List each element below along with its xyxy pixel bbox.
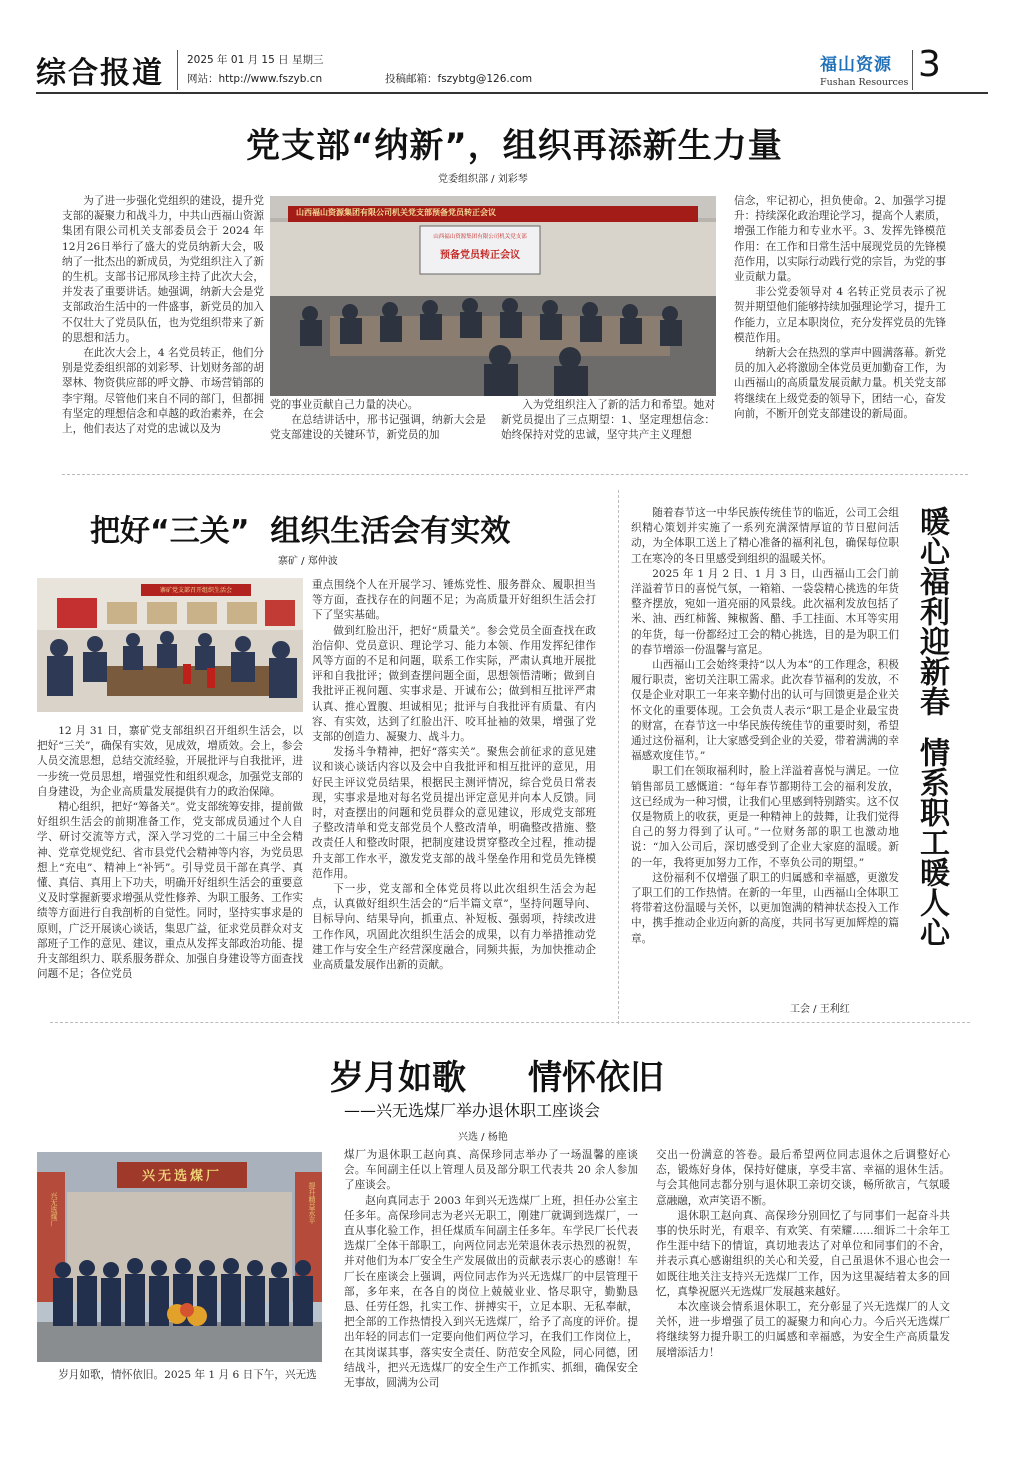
article1-title: 党支部“纳新”，组织再添新生力量 (246, 126, 783, 166)
article4-byline: 兴选 / 杨艳 (458, 1132, 508, 1143)
article3-body-cont (631, 704, 899, 974)
website-link[interactable]: 网站：http://www.fszyb.cn (187, 73, 323, 85)
article4-col3 (656, 1148, 950, 1388)
paragraph: 交出一份满意的答卷。最后希望两位同志退休之后调整好心态，锻炼好身体，保持好健康，享受丰富、幸福的退休生活。与会其他同志都分别与退休职工亲切交谈，畅所欲言，气氛暖意融融，欢声笑语不断。 (656, 1149, 950, 1207)
paragraph: 在此次大会上，4 名党员转正，他们分别是党委组织部的刘彩琴、计划财务部的胡翠林、物资供应部的呼文静、市场营销部的李宇翔。尽管他们来自不同的部门，但都拥有坚定的理想信念和卓越的政治素养，在会上，他们表达了对党的忠诚以及为 (62, 347, 264, 436)
article2-byline: 寨矿 / 郑仲波 (278, 556, 338, 567)
paragraph: 这份福利不仅增强了职工的归属感和幸福感，更激发了职工们的工作热情。在新的一年里，山西福山全体职工将带着这份温暖与关怀，以更加饱满的精神状态投入工作中，携手推动企业迈向新的高度，共同书写更加辉煌的篇章。 (631, 871, 899, 945)
photo-sign-text: 兴无选煤厂 (141, 1169, 222, 1184)
issue-date: 2025 年 01 月 15 日 星期三 (187, 54, 324, 66)
article3-body (631, 506, 899, 945)
brand-name-en: Fushan Resources (820, 77, 909, 88)
paragraph: 信念，牢记初心，担负使命。2、加强学习提升：持续深化政治理论学习，提高个人素质，增强工作能力和专业水平。3、发挥先锋模范作用：在工作和日常生活中展现党员的先锋模范作用，以实际行动践行党的宗旨，为党的事业贡献力量。 (734, 195, 946, 284)
article4-subtitle: ——兴无选煤厂举办退休职工座谈会 (344, 1101, 601, 1120)
article2-col2 (312, 578, 596, 1024)
article2-photo (37, 578, 303, 712)
paragraph: 随着春节这一中华民族传统佳节的临近，公司工会组织精心策划并实施了一系列充满深情厚谊的节日慰问活动，为全体职工送上了精心准备的福利礼包，确保每位职工在寒冷的冬日里感受到组织的温暖关怀。 (631, 507, 899, 565)
article1-col3 (501, 398, 715, 446)
photo-banner-text: 寨矿党支部召开组织生活会 (159, 587, 232, 594)
article2-col1 (37, 724, 303, 1024)
paragraph: 本次座谈会情系退休职工，充分彰显了兴无选煤厂的人文关怀，进一步增强了员工的凝聚力和向心力。今后兴无选煤厂将继续努力提升职工的归属感和幸福感，为安全生产高质量发展增添活力！ (656, 1301, 950, 1359)
article1-photo (270, 196, 716, 396)
header-rule (36, 92, 988, 94)
paragraph: 入为党组织注入了新的活力和希望。她对新党员提出了三点期望：1、坚定理想信念：始终保持对党的忠诚，坚守共产主义理想 (501, 399, 715, 442)
article4-photo (37, 1152, 322, 1362)
paragraph: 岁月如歌，情怀依旧。2025 年 1 月 6 日下午，兴无选 (58, 1369, 317, 1381)
paragraph: 发扬斗争精神，把好“落实关”。聚焦会前征求的意见建议和谈心谈话内容以及会中自我批评和相互批评的意见，用好民主评议党员结果，根据民主测评情况，综合党员日常表现，实事求是地对每名党员提出评定意见并向本人反馈。同时，对查摆出的问题和党员群众的意见建议，形成党支部班子整改清单和党支部党员个人整改清单，明确整改措施、整改责任人和整改时限，把制度建设贯穿整改全过程，推动提升支部工作水平，激发党支部的战斗堡垒作用和党员先锋模范作用。 (312, 746, 596, 880)
paragraph: 12 月 31 日，寨矿党支部组织召开组织生活会，以把好“三关”，确保有实效，见成效，增质效。会上，参会人员交流思想，总结交流经验，开展批评与自我批评，进一步统一党员思想，增强党性和组织观念，加强党支部的自身建设，为企业高质量发展提供有力的政治保障。 (37, 725, 303, 798)
article1-col2 (270, 398, 486, 446)
brand-logo (820, 50, 912, 90)
separator (50, 1022, 970, 1023)
photo-side-right: 提升精益水平 (308, 1182, 316, 1224)
paragraph: 职工们在领取福利时，脸上洋溢着喜悦与满足。一位销售部员工感慨道：“每年春节都期待工会的福利发放，这已经成为一种习惯，让我们心里感到特别踏实。这不仅仅是物质上的收获，更是一种精神上的鼓舞，让我们觉得自己的努力得到了认可。”一位财务部的职工也激动地说：“加入公司后，深切感受到了企业大家庭的温暖。新的一年，我将更加努力工作，不辜负公司的期望。” (631, 765, 899, 869)
article3-byline: 工会 / 王利红 (790, 1004, 850, 1015)
paragraph: 精心组织，把好“筹备关”。党支部统筹安排，提前做好组织生活会的前期准备工作，党支部成员通过个人自学、研讨交流等方式，深入学习党的二十届三中全会精神、党章党规党纪、省市县党代会精神等内容，为党员思想上“充电”、精神上“补钙”。引导党员干部在真学、真懂、真信、真用上下功夫，明确开好组织生活会的重要意义及时掌握新要求增强从党性修养、为职工服务、工作实绩等方面进行自我剖析的自觉性。同时，坚持实事求是的原则，广泛开展谈心谈话，集思广益，征求党员群众对支部班子工作的意见、建议，重点从发挥支部政治功能、提升支部组织力、联系服务群众、加强自身建设等方面查找问题不足；各位党员 (37, 801, 303, 981)
article1-byline: 党委组织部 / 刘彩琴 (438, 174, 528, 185)
paragraph: 做到红脸出汗，把好“质量关”。参会党员全面查找在政治信仰、党员意识、理论学习、能力本领、作用发挥纪律作风等方面的不足和问题，联系工作实际，严肃认真地开展批评和自我批评；做到查摆问题全面，思想领悟清晰；做到自我批评正视问题、实事求是、开诚布公；做到相互批评严肃认真、推心置腹、坦诚相见；批评与自我批评有质量、有内容、有实效，达到了红脸出汗、咬耳扯袖的效果，增强了党支部的创造力、凝聚力、战斗力。 (312, 624, 596, 744)
paragraph: 退休职工赵向真、高保珍分别回忆了与同事们一起奋斗共事的快乐时光，有艰辛、有欢笑、有荣耀……细诉二十余年工作生涯中结下的情谊，真切地表达了对单位和同事们的不舍，并表示真心感谢组织的关心和关爱，自己虽退休不退心也会一如既往地关注支持兴无选煤厂工作，因为这里凝结着太多的回忆，真挚祝愿兴无选煤厂发展越来越好。 (656, 1209, 950, 1298)
article3-title: 暖心福利迎新春 情系职工暖人心 (914, 506, 949, 947)
page-number: 3 (918, 44, 941, 85)
paragraph: 党的事业贡献自己力量的决心。 (270, 399, 419, 411)
article1-col1 (62, 194, 264, 444)
article4-title-b: 情怀依旧 (528, 1058, 664, 1098)
paragraph: 非公党委领导对 4 名转正党员表示了祝贺并期望他们能够持续加强理论学习，提升工作能力，立足本职岗位，充分发挥党员的先锋模范作用。 (734, 286, 946, 344)
article1-col4 (734, 194, 946, 446)
paragraph: 下一步，党支部和全体党员将以此次组织生活会为起点，认真做好组织生活会的“后半篇文章”，坚持问题导向、目标导向、结果导向，抓重点、补短板、强弱项，持续改进工作作风，巩固此次组织生活会的成果，以有力举措推动党建工作与安全生产经营深度融合，同频共振，为加快推动企业高质量发展作出新的贡献。 (312, 883, 596, 972)
separator (62, 474, 968, 475)
article2-title: 把好“三关” 组织生活会有实效 (90, 514, 511, 549)
column-divider (618, 490, 619, 1024)
paragraph: 在总结讲话中，邢书记强调，纳新大会是党支部建设的关键环节，新党员的加 (270, 414, 486, 442)
submission-email[interactable]: 投稿邮箱：fszybtg@126.com (385, 73, 533, 85)
paragraph: 山西福山工会始终秉持“以人为本”的工作理念，积极履行职责，密切关注职工需求。此次春节福利的发放，不仅是企业对职工一年来辛勤付出的认可与回馈更是企业关怀文化的重要体现。工会负责人表示“职工是企业最宝贵的财富，在春节这一中华民族传统佳节的重要时刻，希望通过这份福利，让大家感受到企业的关爱，带着满满的幸福感欢度佳节。” (631, 659, 899, 763)
brand-name-cn: 福山资源 (820, 55, 892, 75)
paragraph: 2025 年 1 月 2 日、1 月 3 日，山西福山工会门前洋溢着节日的喜悦气氛，一箱箱、一袋袋精心挑选的年货整齐摆放，宛如一道亮丽的风景线。此次福利发放包括了米、油、西红柿酱、辣椒酱、醋、手工挂面、木耳等实用的年货，每一份都经过工会的精心挑选，目的是为职工们的春节增添一份温馨与富足。 (631, 567, 899, 656)
article4-col2 (344, 1148, 638, 1388)
paragraph: 为了进一步强化党组织的建设，提升党支部的凝聚力和战斗力，中共山西福山资源集团有限公司机关支部委员会于 2024 年12月26日举行了盛大的党员纳新大会，吸纳了一批杰出的新成员，为党组织注入了新的生机。支部书记邢凤珍主持了此次大会，并发表了重要讲话。她强调，纳新大会是党支部政治生活中的一件盛事，新党员的加入不仅壮大了党员队伍，也为党组织带来了新的思想和活力。 (62, 195, 264, 344)
paragraph: 赵向真同志于 2003 年到兴无选煤厂上班，担任办公室主任多年。高保珍同志为老兴无职工，刚建厂就调到选煤厂，一直从事化验工作，担任煤质车间副主任多年。车学民厂长代表选煤厂全体干部职工，向两位同志光荣退休表示热烈的祝贺，并对他们为本厂安全生产发展做出的贡献表示衷心的感谢！车厂长在座谈会上强调，两位同志作为兴无选煤厂的中层管理干部，多年来，在各自的岗位上兢兢业业、恪尽职守，勤勤恳恳、任劳任怨，扎实工作、拼搏实干，立足本职、无私奉献，把全部的工作热情投入到兴无选煤厂，给予了高度的评价。提出年轻的同志们一定要向他们两位学习，在我们工作岗位上，在其岗谋其事，落实安全责任、防范安全风险，同心同德，团结战斗，把兴无选煤厂的安全生产工作抓实、抓细，确保安全无事故，圆满为公司 (344, 1194, 638, 1390)
brand-divider (912, 50, 913, 90)
section-title: 综合报道 (36, 56, 164, 91)
paragraph: 煤厂为退休职工赵向真、高保珍同志举办了一场温馨的座谈会。车间副主任以上管理人员及部分职工代表共 20 余人参加了座谈会。 (344, 1149, 638, 1192)
article4-col1 (37, 1368, 327, 1386)
article4-title-a: 岁月如歌 (330, 1058, 466, 1098)
photo-side-left: 兴无选煤厂 (50, 1192, 58, 1227)
paragraph: 纳新大会在热烈的掌声中圆满落幕。新党员的加入必将激励全体党员更加勤奋工作，为山西福山的高质量发展贡献力量。机关党支部将继续在上级党委的领导下，团结一心，奋发向前，不断开创党支部建设的新局面。 (734, 347, 946, 420)
photo-screen-line1: 山西福山资源集团有限公司机关党支部 (433, 234, 527, 240)
photo-screen-line2: 预备党员转正会议 (440, 250, 520, 261)
photo-banner-text: 山西福山资源集团有限公司机关党支部预备党员转正会议 (296, 208, 496, 217)
header-divider (177, 50, 178, 90)
paragraph: 重点围绕个人在开展学习、锤炼党性、服务群众、履职担当等方面，查找存在的问题不足；为高质量开好组织生活会打下了坚实基础。 (312, 579, 596, 622)
